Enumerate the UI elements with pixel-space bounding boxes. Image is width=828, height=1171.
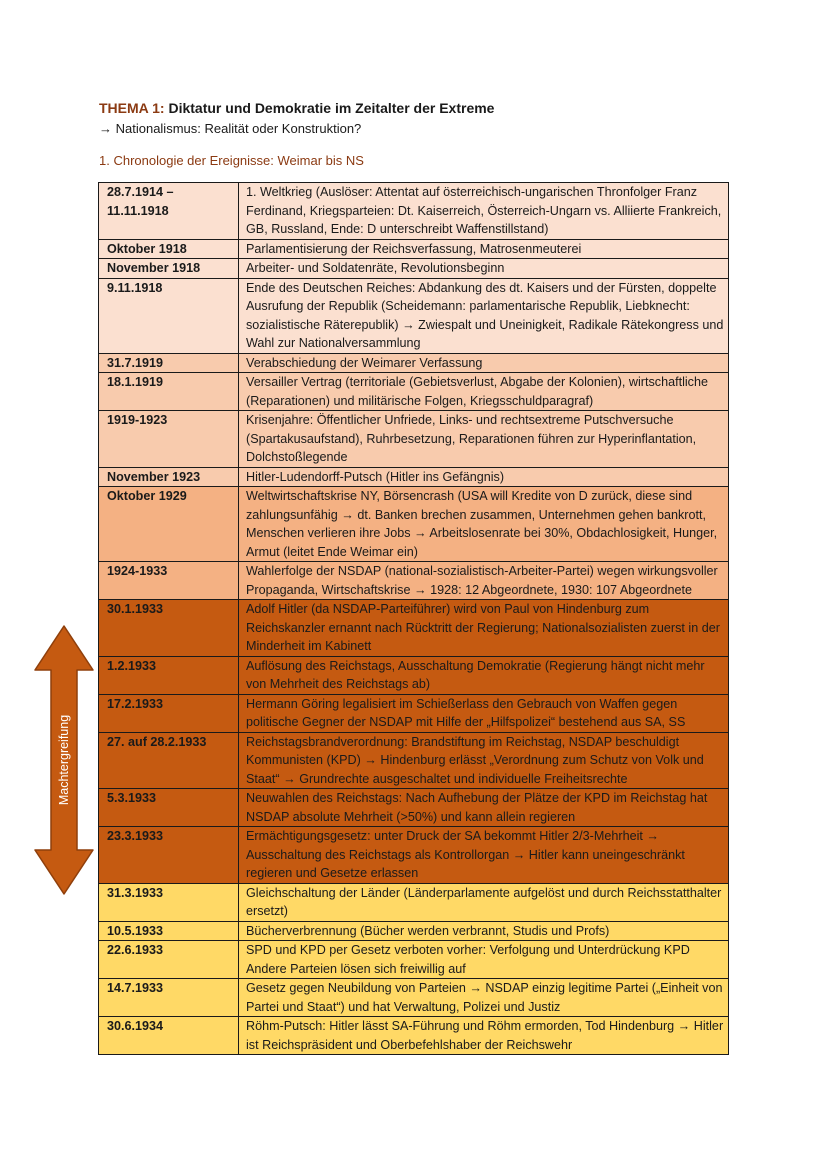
- table-row: [99, 278, 729, 353]
- date-cell: 31.3.1933: [99, 883, 239, 921]
- event-cell: Neuwahlen des Reichstags: Nach Aufhebung der Plätze der KPD im Reichstag hat NSDAP absolute Mehrheit (>50%) und kann allein regieren: [239, 789, 729, 827]
- date-cell: 14.7.1933: [99, 979, 239, 1017]
- table-row: [99, 467, 729, 487]
- table-row: [99, 600, 729, 657]
- event-cell: Adolf Hitler (da NSDAP-Parteiführer) wird von Paul von Hindenburg zum Reichskanzler ernannt nach Rücktritt der Regierung; Nationalsozialisten zuerst in der Minderheit im Kabinett: [239, 600, 729, 657]
- date-cell: 1.2.1933: [99, 656, 239, 694]
- event-cell: Versailler Vertrag (territoriale (Gebietsverlust, Abgabe der Kolonien), wirtschaftliche (Reparationen) und militärische Folgen, Kriegsschuldparagraf): [239, 373, 729, 411]
- table-row: [99, 562, 729, 600]
- table-row: [99, 941, 729, 979]
- heading-prefix: THEMA 1:: [99, 100, 165, 116]
- table-row: [99, 183, 729, 240]
- table-row: [99, 239, 729, 259]
- date-cell: 9.11.1918: [99, 278, 239, 353]
- event-cell: Ende des Deutschen Reiches: Abdankung des dt. Kaisers und der Fürsten, doppelte Ausrufung der Republik (Scheidemann: parlamentarische Republik, Liebknecht: sozialistische Räterepublik) → Zwiespalt und Uneinigkeit, Radikale Rätekongress und Wahl zur Nationalversammlung: [239, 278, 729, 353]
- date-cell: Oktober 1929: [99, 487, 239, 562]
- date-cell: 5.3.1933: [99, 789, 239, 827]
- event-cell: Krisenjahre: Öffentlicher Unfriede, Links- und rechtsextreme Putschversuche (Spartakusaufstand), Ruhrbesetzung, Reparationen führen zur Hyperinflantation, Dolchstoßlegende: [239, 411, 729, 468]
- date-cell: 27. auf 28.2.1933: [99, 732, 239, 789]
- table-row: [99, 979, 729, 1017]
- event-cell: Reichstagsbrandverordnung: Brandstiftung im Reichstag, NSDAP beschuldigt Kommunisten (KPD) → Hindenburg erlässt „Verordnung zum Schutz von Volk und Staat“ → Grundrechte ausgeschaltet und individuelle Freiheitsrechte: [239, 732, 729, 789]
- event-cell: Wahlerfolge der NSDAP (national-sozialistisch-Arbeiter-Partei) wegen wirkungsvoller Propaganda, Wirtschaftskrise → 1928: 12 Abgeordnete, 1930: 107 Abgeordnete: [239, 562, 729, 600]
- table-row: [99, 694, 729, 732]
- date-cell: 28.7.1914 – 11.11.1918: [99, 183, 239, 240]
- chronology-table: [98, 182, 729, 1055]
- date-cell: November 1918: [99, 259, 239, 279]
- arrow-label: Machtergreifung: [57, 714, 71, 806]
- table-row: [99, 353, 729, 373]
- event-cell: Auflösung des Reichstags, Ausschaltung Demokratie (Regierung hängt nicht mehr von Mehrheit des Reichstags ab): [239, 656, 729, 694]
- table-row: [99, 883, 729, 921]
- event-cell: Bücherverbrennung (Bücher werden verbrannt, Studis und Profs): [239, 921, 729, 941]
- date-cell: 17.2.1933: [99, 694, 239, 732]
- event-cell: Arbeiter- und Soldatenräte, Revolutionsbeginn: [239, 259, 729, 279]
- event-cell: Parlamentisierung der Reichsverfassung, Matrosenmeuterei: [239, 239, 729, 259]
- event-cell: Ermächtigungsgesetz: unter Druck der SA bekommt Hitler 2/3-Mehrheit → Ausschaltung des Reichstags als Kontrollorgan → Hitler kann uneingeschränkt regieren und Gesetze erlassen: [239, 827, 729, 884]
- event-cell: SPD und KPD per Gesetz verboten vorher: Verfolgung und Unterdrückung KPD Andere Parteien lösen sich freiwillig auf: [239, 941, 729, 979]
- document-heading: [99, 100, 494, 116]
- event-cell: Weltwirtschaftskrise NY, Börsencrash (USA will Kredite von D zurück, diese sind zahlungsunfähig → dt. Banken brechen zusammen, Unternehmen gehen bankrott, Menschen verlieren ihre Jobs → Arbeitslosenrate bei 30%, Obdachlosigkeit, Hunger, Armut (leitet Ende Weimar ein): [239, 487, 729, 562]
- event-cell: Verabschiedung der Weimarer Verfassung: [239, 353, 729, 373]
- date-cell: Oktober 1918: [99, 239, 239, 259]
- heading-title: Diktatur und Demokratie im Zeitalter der Extreme: [164, 100, 495, 116]
- date-cell: 1924-1933: [99, 562, 239, 600]
- event-cell: Gleichschaltung der Länder (Länderparlamente aufgelöst und durch Reichsstatthalter ersetzt): [239, 883, 729, 921]
- date-cell: 30.1.1933: [99, 600, 239, 657]
- table-row: [99, 411, 729, 468]
- event-cell: Hermann Göring legalisiert im Schießerlass den Gebrauch von Waffen gegen politische Gegner der NSDAP mit Hilfe der „Hilfspolizei“ bestehend aus SA, SS: [239, 694, 729, 732]
- table-row: [99, 732, 729, 789]
- event-cell: Röhm-Putsch: Hitler lässt SA-Führung und Röhm ermorden, Tod Hindenburg → Hitler ist Reichspräsident und Oberbefehlshaber der Reichswehr: [239, 1017, 729, 1055]
- date-cell: 22.6.1933: [99, 941, 239, 979]
- date-cell: 30.6.1934: [99, 1017, 239, 1055]
- date-cell: 31.7.1919: [99, 353, 239, 373]
- table-row: [99, 789, 729, 827]
- table-row: [99, 827, 729, 884]
- table-row: [99, 259, 729, 279]
- table-row: [99, 921, 729, 941]
- date-cell: 18.1.1919: [99, 373, 239, 411]
- date-cell: 23.3.1933: [99, 827, 239, 884]
- table-row: [99, 373, 729, 411]
- event-cell: Hitler-Ludendorff-Putsch (Hitler ins Gefängnis): [239, 467, 729, 487]
- date-cell: 10.5.1933: [99, 921, 239, 941]
- date-cell: November 1923: [99, 467, 239, 487]
- event-cell: Gesetz gegen Neubildung von Parteien → NSDAP einzig legitime Partei („Einheit von Partei und Staat“) und hat Verwaltung, Polizei und Justiz: [239, 979, 729, 1017]
- table-row: [99, 487, 729, 562]
- document-subtitle: → Nationalismus: Realität oder Konstruktion?: [99, 121, 362, 136]
- table-row: [99, 656, 729, 694]
- date-cell: 1919-1923: [99, 411, 239, 468]
- event-cell: 1. Weltkrieg (Auslöser: Attentat auf österreichisch-ungarischen Thronfolger Franz Ferdinand, Kriegsparteien: Dt. Kaiserreich, Österreich-Ungarn vs. Alliierte Frankreich, GB, Russland, Ende: D unterschreibt Waffenstillstand): [239, 183, 729, 240]
- section-title: 1. Chronologie der Ereignisse: Weimar bis NS: [99, 153, 364, 168]
- table-row: [99, 1017, 729, 1055]
